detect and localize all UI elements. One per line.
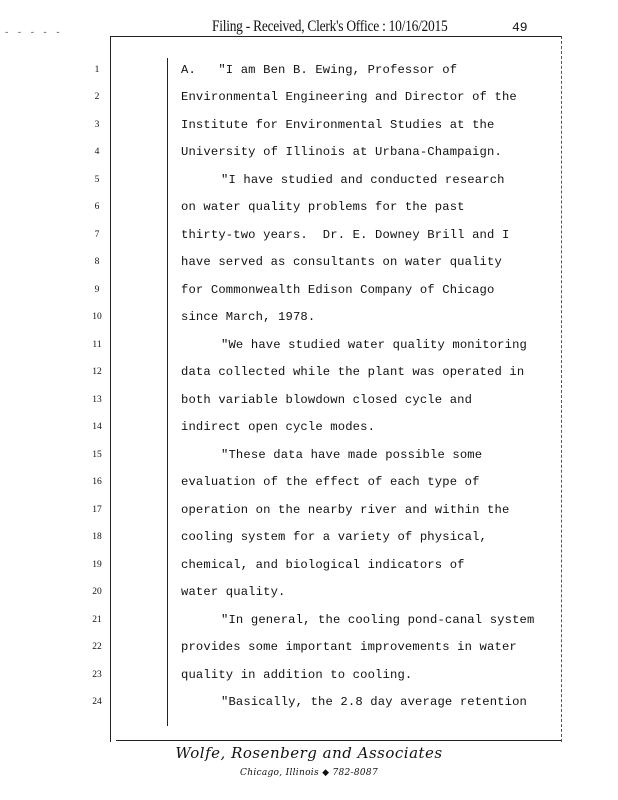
transcript-line: chemical, and biological indicators of: [181, 558, 465, 572]
line-number: 23: [92, 670, 102, 680]
line-number: 19: [92, 560, 102, 570]
transcript-line: quality in addition to cooling.: [181, 668, 413, 682]
line-number: 16: [92, 477, 102, 487]
reporter-location: Chicago, Illinois ◆ 782-8087: [240, 768, 378, 778]
transcript-line: data collected while the plant was operated in: [181, 365, 525, 379]
transcript-line: have served as consultants on water quality: [181, 255, 502, 269]
line-number: 21: [92, 615, 102, 625]
line-number: 24: [92, 697, 102, 707]
transcript-line: "I have studied and conducted research: [221, 173, 505, 187]
frame-bottom-rule: [116, 740, 561, 741]
line-number: 1: [94, 65, 100, 75]
transcript-line: University of Illinois at Urbana-Champaign.: [181, 145, 502, 159]
reporter-firm-name: Wolfe, Rosenberg and Associates: [175, 744, 443, 762]
transcript-line: Institute for Environmental Studies at the: [181, 118, 495, 132]
transcript-line: both variable blowdown closed cycle and: [181, 393, 473, 407]
transcript-line: operation on the nearby river and within the: [181, 503, 510, 517]
transcript-line: for Commonwealth Edison Company of Chicago: [181, 283, 495, 297]
line-number: 3: [94, 120, 100, 130]
line-number: 5: [94, 175, 100, 185]
line-number: 15: [92, 450, 102, 460]
transcript-line: provides some important improvements in water: [181, 640, 517, 654]
line-number: 10: [92, 312, 102, 322]
transcript-line: since March, 1978.: [181, 310, 316, 324]
line-number: 13: [92, 395, 102, 405]
transcript-line: "These data have made possible some: [221, 448, 483, 462]
transcript-line: on water quality problems for the past: [181, 200, 465, 214]
line-number: 2: [94, 92, 100, 102]
transcript-line: Environmental Engineering and Director of the: [181, 90, 517, 104]
line-number: 14: [92, 422, 102, 432]
transcript-line: "We have studied water quality monitoring: [221, 338, 528, 352]
filing-stamp: Filing - Received, Clerk's Office : 10/16/2015: [212, 18, 448, 35]
transcript-line: A. "I am Ben B. Ewing, Professor of: [181, 63, 458, 77]
transcript-line: cooling system for a variety of physical,: [181, 530, 488, 544]
transcript-line: water quality.: [181, 585, 286, 599]
line-number: 11: [92, 340, 102, 350]
transcript-frame: [110, 36, 562, 742]
transcript-line: evaluation of the effect of each type of: [181, 475, 480, 489]
line-number: 4: [94, 147, 100, 157]
line-number: 17: [92, 505, 102, 515]
margin-rule: [167, 58, 168, 726]
line-number: 9: [94, 285, 100, 295]
transcript-line: thirty-two years. Dr. E. Downey Brill and I: [181, 228, 510, 242]
margin-mark: - - - - -: [4, 28, 62, 38]
transcript-line: indirect open cycle modes.: [181, 420, 376, 434]
transcript-line: "In general, the cooling pond-canal system: [221, 613, 535, 627]
line-number: 18: [92, 532, 102, 542]
line-number: 12: [92, 367, 102, 377]
transcript-line: "Basically, the 2.8 day average retention: [221, 695, 528, 709]
line-number: 7: [94, 230, 100, 240]
line-number: 8: [94, 257, 100, 267]
line-number: 20: [92, 587, 102, 597]
page-number: 49: [512, 20, 528, 35]
line-number: 6: [94, 202, 100, 212]
line-number: 22: [92, 642, 102, 652]
